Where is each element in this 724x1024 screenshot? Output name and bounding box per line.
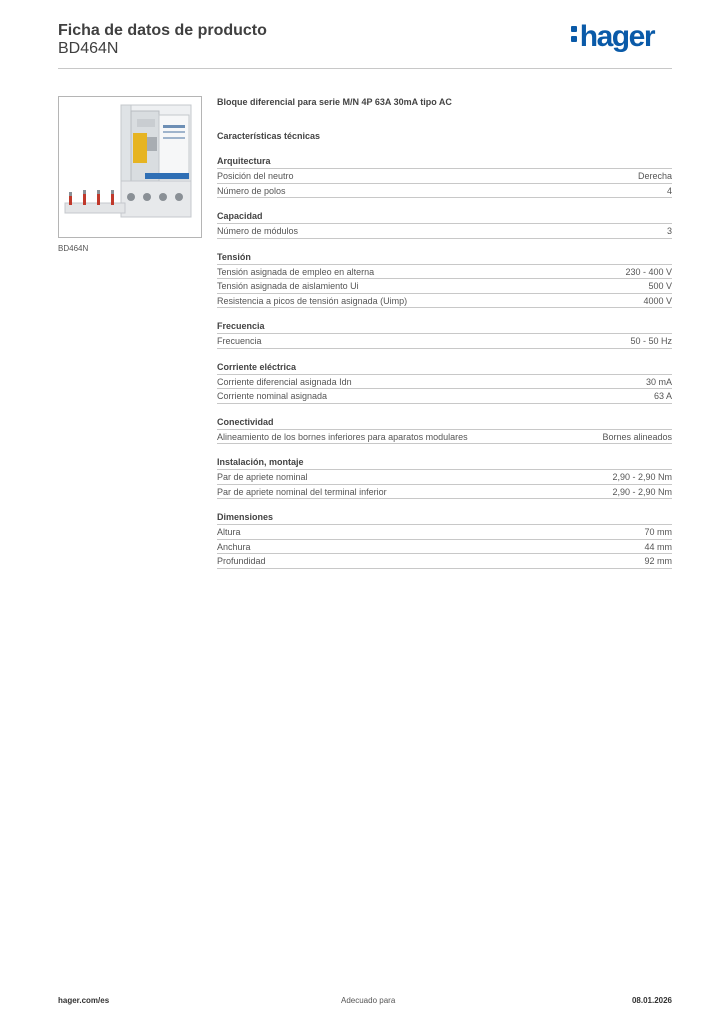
- spec-group-title: Capacidad: [217, 210, 672, 224]
- spec-value: 4: [666, 185, 672, 196]
- spec-value: Bornes alineados: [602, 431, 672, 442]
- page-footer: [58, 996, 672, 1010]
- spec-row: [217, 470, 672, 485]
- page-title: Ficha de datos de producto: [58, 22, 267, 39]
- spec-group: [217, 155, 672, 198]
- spec-value: 4000 V: [643, 295, 672, 306]
- product-code: BD464N: [58, 40, 119, 57]
- spec-value: 230 - 400 V: [625, 266, 672, 277]
- spec-group: [217, 416, 672, 445]
- logo-dots-icon: [571, 24, 577, 44]
- image-caption: BD464N: [58, 244, 89, 253]
- spec-group-title: Corriente eléctrica: [217, 361, 672, 375]
- header-divider: [58, 68, 672, 69]
- spec-label: Número de módulos: [217, 226, 299, 236]
- spec-row: [217, 224, 672, 239]
- spec-group: [217, 251, 672, 309]
- spec-row: [217, 265, 672, 280]
- spec-value: 500 V: [648, 281, 672, 291]
- spec-group-title: Instalación, montaje: [217, 456, 672, 470]
- spec-label: Corriente diferencial asignada Idn: [217, 376, 352, 387]
- spec-value: 92 mm: [644, 556, 672, 566]
- product-details: [217, 95, 672, 569]
- spec-row: [217, 279, 672, 294]
- spec-row: [217, 540, 672, 555]
- spec-row: [217, 525, 672, 540]
- spec-value: 2,90 - 2,90 Nm: [612, 486, 672, 497]
- spec-group-title: Arquitectura: [217, 155, 672, 169]
- spec-label: Resistencia a picos de tensión asignada (Uimp): [217, 295, 408, 306]
- page-header: [58, 20, 672, 70]
- spec-label: Profundidad: [217, 556, 266, 566]
- spec-group: [217, 210, 672, 239]
- spec-group-title: Tensión: [217, 251, 672, 265]
- spec-value: 70 mm: [644, 527, 672, 537]
- hager-logo: [571, 22, 654, 52]
- spec-row: [217, 169, 672, 184]
- spec-label: Posición del neutro: [217, 171, 294, 181]
- spec-label: Altura: [217, 527, 241, 537]
- spec-group: [217, 456, 672, 499]
- spec-groups: [217, 155, 672, 569]
- technical-characteristics-heading: Características técnicas: [217, 131, 321, 141]
- spec-group: [217, 361, 672, 404]
- footer-date: 08.01.2026: [631, 996, 672, 1005]
- spec-label: Número de polos: [217, 185, 286, 196]
- spec-row: [217, 554, 672, 569]
- spec-label: Anchura: [217, 541, 251, 552]
- footer-website: hager.com/es: [58, 996, 110, 1005]
- spec-row: [217, 375, 672, 390]
- spec-value: Derecha: [637, 171, 672, 181]
- spec-row: [217, 334, 672, 349]
- spec-value: 3: [666, 226, 672, 236]
- spec-group: [217, 320, 672, 349]
- spec-value: 63 A: [653, 391, 672, 401]
- spec-label: Tensión asignada de empleo en alterna: [217, 266, 375, 277]
- spec-label: Par de apriete nominal del terminal inferior: [217, 486, 387, 497]
- spec-row: [217, 430, 672, 445]
- spec-row: [217, 485, 672, 500]
- spec-row: [217, 389, 672, 404]
- spec-label: Alineamiento de los bornes inferiores para aparatos modulares: [217, 431, 468, 442]
- spec-label: Corriente nominal asignada: [217, 391, 328, 401]
- product-image: [58, 96, 202, 238]
- spec-row: [217, 294, 672, 309]
- footer-suitable-for: Adecuado para: [341, 996, 396, 1005]
- spec-group-title: Dimensiones: [217, 511, 672, 525]
- spec-group-title: Conectividad: [217, 416, 672, 430]
- spec-label: Frecuencia: [217, 336, 262, 346]
- product-description: Bloque diferencial para serie M/N 4P 63A 30mA tipo AC: [217, 97, 452, 107]
- spec-value: 2,90 - 2,90 Nm: [612, 472, 672, 482]
- spec-value: 30 mA: [645, 376, 672, 387]
- spec-label: Tensión asignada de aislamiento Ui: [217, 281, 359, 291]
- spec-label: Par de apriete nominal: [217, 472, 308, 482]
- spec-value: 44 mm: [644, 541, 672, 552]
- rcd-block-illustration: [59, 97, 201, 237]
- spec-group: [217, 511, 672, 569]
- spec-group-title: Frecuencia: [217, 320, 672, 334]
- spec-row: [217, 184, 672, 199]
- spec-value: 50 - 50 Hz: [630, 336, 672, 346]
- logo-text: hager: [579, 20, 654, 53]
